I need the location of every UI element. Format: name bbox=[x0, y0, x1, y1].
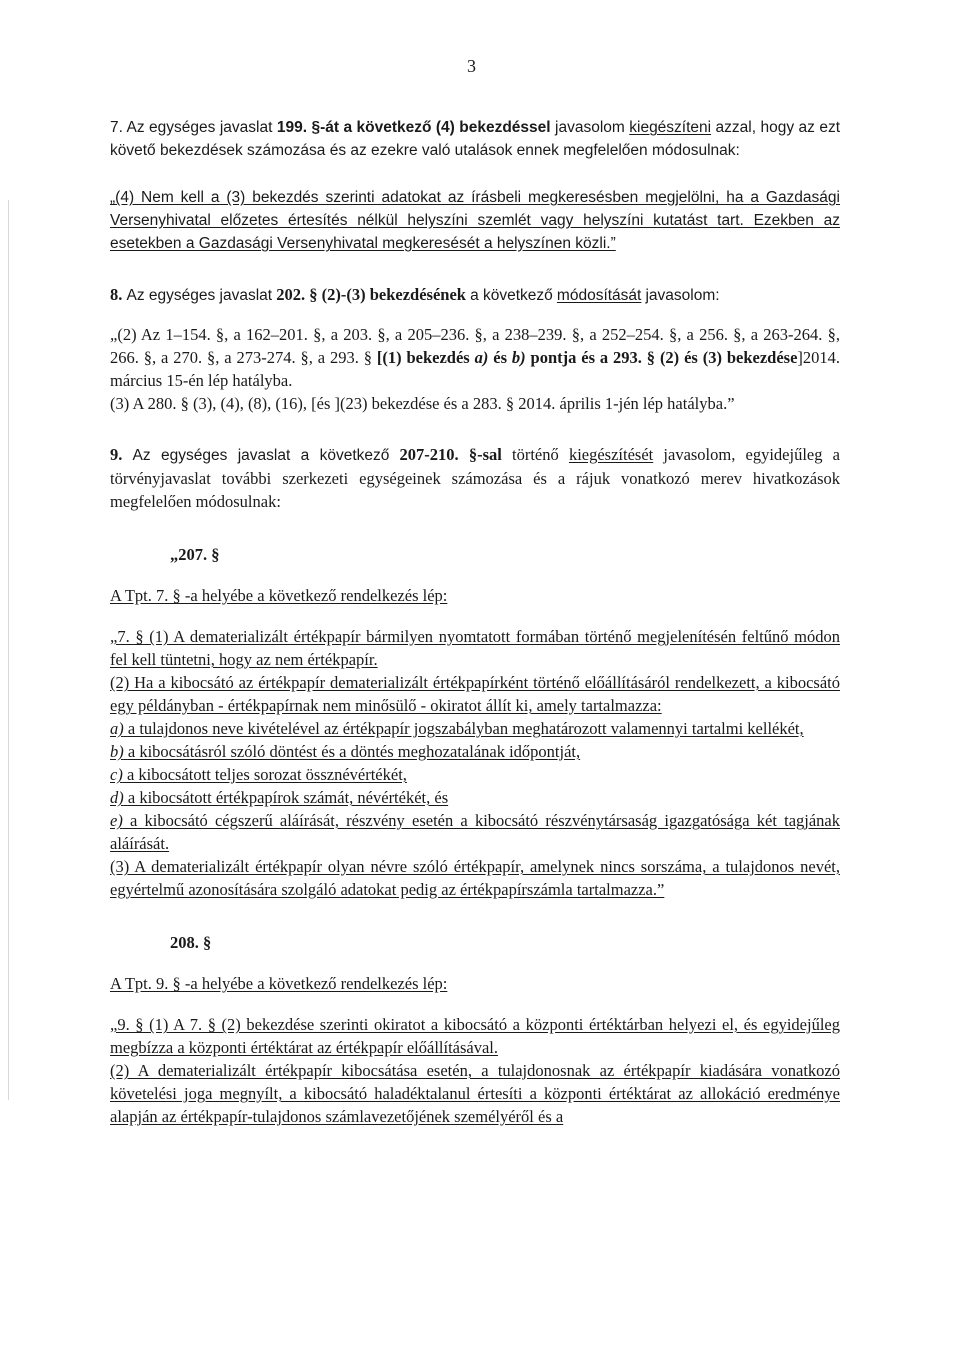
quote-text: ]2014. március 15-én lép hatályba. bbox=[110, 348, 841, 390]
item-8-quote-paragraph-1 bbox=[110, 323, 840, 392]
point-text: a kibocsátott értékpapírok számát, névértékét, és bbox=[127, 788, 449, 807]
point-label: d) bbox=[110, 788, 124, 807]
section-208-para-1: „9. § (1) A 7. § (2) bekezdése szerinti okiratot a kibocsátó a központi értéktárban helyezi el, és egyidejűleg megbízza a központi értéktárat az értékpapír előállításával. bbox=[110, 1015, 840, 1057]
section-207-para-3: (3) A dematerializált értékpapír olyan névre szóló értékpapír, amelynek nincs sorszáma, a tulajdonos nevét, egyértelmű azonosítására szolgáló adatokat pedig az értékpapírszámla tartalmazza.” bbox=[110, 857, 840, 899]
scan-edge-line bbox=[8, 200, 9, 1100]
item-text: a következő bbox=[470, 287, 553, 304]
section-207-point-d bbox=[110, 786, 840, 809]
section-207-para-1: „7. § (1) A dematerializált értékpapír bármilyen nyomtatott formában történő megjelenítésén feltűnő módon fel kell tüntetni, hogy az nem értékpapír. bbox=[110, 627, 840, 669]
struck-text-point: b) bbox=[511, 348, 526, 367]
struck-text: pontja és a 293. § (2) és (3) bekezdése bbox=[530, 348, 798, 367]
item-intro: Az egységes javaslat bbox=[126, 119, 273, 136]
item-7-paragraph bbox=[110, 116, 840, 162]
point-text: a kibocsátásról szóló döntést és a döntés meghozatalának időpontját, bbox=[127, 742, 581, 761]
item-8-quote-paragraph-2 bbox=[110, 392, 840, 415]
section-207-body bbox=[110, 625, 840, 901]
item-reference: 207-210. §-sal bbox=[399, 445, 502, 464]
document-body bbox=[110, 116, 840, 1128]
point-label: a) bbox=[110, 719, 124, 738]
section-208-body bbox=[110, 1013, 840, 1128]
point-text: a tulajdonos neve kivételével az értékpapír jogszabályban meghatározott valamennyi tartalmi kellékét, bbox=[127, 719, 804, 738]
item-reference: 199. §-át a következő (4) bekezdéssel bbox=[276, 119, 551, 136]
item-intro: Az egységes javaslat bbox=[126, 287, 273, 304]
item-number: 9. bbox=[110, 445, 123, 464]
section-208-heading: 208. § bbox=[170, 933, 212, 952]
point-text: a kibocsátott teljes sorozat össznévértékét, bbox=[126, 765, 407, 784]
section-207-intro: A Tpt. 7. § -a helyébe a következő rendelkezés lép: bbox=[110, 586, 448, 605]
section-207-point-a bbox=[110, 717, 840, 740]
quote-text: , [és ](23) bekezdése és a 283. § 2014. április 1-jén lép hatályba.” bbox=[302, 394, 735, 413]
item-number: 7. bbox=[110, 119, 123, 136]
section-207-point-b bbox=[110, 740, 840, 763]
item-text: javasolom bbox=[555, 119, 625, 136]
point-text: a kibocsátó cégszerű aláírását, részvény esetén a kibocsátó részvénytársaság igazgatósága két tagjának aláírását. bbox=[110, 811, 841, 853]
item-7-quote: „(4) Nem kell a (3) bekezdés szerinti adatokat az írásbeli megkeresésben megjelölni, ha a Gazdasági Versenyhivatal előzetes értesítés nélkül helyszíni szemlét vagy helyszíni kutatást tart. Ezekben az esetekben a Gazdasági Versenyhivatal megkeresését a helyszínen közli.” bbox=[110, 189, 840, 252]
quote-text: „(2) Az 1–154. §, a 162–201. §, a 203. §, a 205–236. §, a 238–239. §, a 252–254. §, a 256. §, a 263-264. §, 266. §, a 270. §, a 273-274. §, a 293. § bbox=[110, 325, 840, 367]
item-underlined-term: módosítását bbox=[556, 287, 642, 304]
item-underlined-term: kiegészítését bbox=[568, 445, 654, 464]
item-reference: 202. § (2)-(3) bekezdésének bbox=[276, 285, 466, 304]
struck-text-point: a) bbox=[474, 348, 489, 367]
section-207-para-2: (2) Ha a kibocsátó az értékpapír dematerializált értékpapírként történő előállításáról rendelkezett, a kibocsátó egy példányban - értékpapírnak nem minősülő - okiratot állít ki, amely tartalmazza: bbox=[110, 673, 840, 715]
page-number: 3 bbox=[467, 56, 476, 76]
point-label: e) bbox=[110, 811, 123, 830]
item-9-paragraph bbox=[110, 443, 840, 513]
item-number: 8. bbox=[110, 285, 123, 304]
struck-text: és bbox=[493, 348, 508, 367]
item-text: történő bbox=[512, 445, 559, 464]
section-207-heading: „207. § bbox=[170, 545, 220, 564]
item-8-paragraph bbox=[110, 283, 840, 307]
item-text-rest: javasolom, egyidejűleg a törvényjavaslat további szerkezeti egységeinek számozása és a rájuk vonatkozó merev hivatkozások megfelelően módosulnak: bbox=[110, 445, 840, 511]
section-207-point-e bbox=[110, 809, 840, 855]
point-label: b) bbox=[110, 742, 124, 761]
section-207-point-c bbox=[110, 763, 840, 786]
point-label: c) bbox=[110, 765, 123, 784]
item-intro: Az egységes javaslat a következő bbox=[132, 447, 390, 464]
item-text-rest: azzal, hogy az ezt követő bekezdések számozása és az ezekre való utalások ennek megfelelően módosulnak: bbox=[110, 119, 840, 159]
section-208-para-2: (2) A dematerializált értékpapír kibocsátása esetén, a tulajdonosnak az értékpapír kiadására vonatkozó követelési joga megnyílt, a kibocsátó haladéktalanul értesíti a központi értéktárat az allokáció eredménye alapján az értékpapír-tulajdonos számlavezetőjének személyéről és a bbox=[110, 1061, 840, 1126]
item-text-end: javasolom: bbox=[645, 287, 720, 304]
item-underlined-term: kiegészíteni bbox=[629, 119, 712, 136]
section-208-intro: A Tpt. 9. § -a helyébe a következő rendelkezés lép: bbox=[110, 974, 448, 993]
struck-text: [(1) bekezdés bbox=[376, 348, 470, 367]
quote-text: (3) A 280. § (3), (4), (8), (16) bbox=[110, 394, 303, 413]
